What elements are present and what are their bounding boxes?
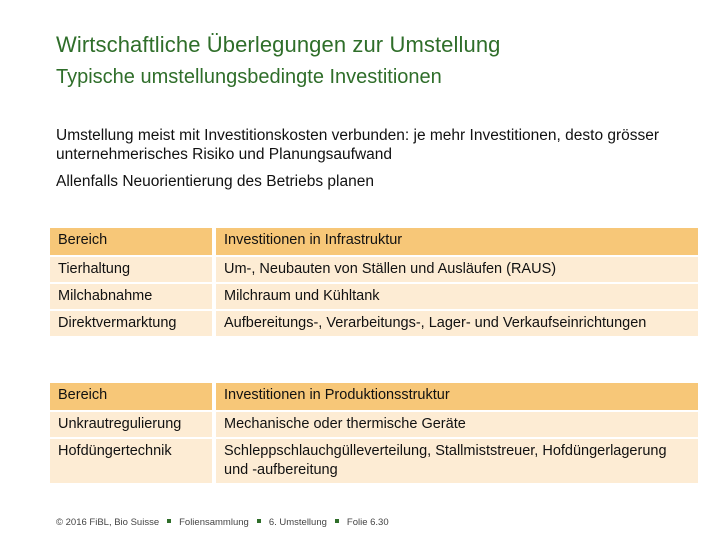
paragraph-investment-costs: Umstellung meist mit Investitionskosten verbunden: je mehr Investitionen, desto grösser unternehmerisches Risiko und Planungsaufwand (56, 127, 660, 163)
table-row (50, 439, 698, 483)
header-cell-area: Bereich (50, 383, 216, 410)
footer-chapter: 6. Umstellung (268, 517, 327, 528)
header-cell-investment: Investitionen in Produktionsstruktur (216, 383, 698, 410)
row-investment: Mechanische oder thermische Geräte (216, 412, 698, 437)
table-row (50, 412, 698, 437)
row-area: Tierhaltung (50, 257, 216, 282)
slide-title: Wirtschaftliche Überlegungen zur Umstellung (56, 32, 501, 57)
row-area: Unkrautregulierung (50, 412, 216, 437)
bullet-icon (167, 519, 171, 523)
slide-footer (56, 517, 389, 528)
row-area: Direktvermarktung (50, 311, 216, 336)
table-row (50, 257, 698, 282)
header-cell-area: Bereich (50, 228, 216, 255)
row-investment: Um-, Neubauten von Ställen und Ausläufen (RAUS) (216, 257, 698, 282)
bullet-icon (335, 519, 339, 523)
table-row (50, 284, 698, 309)
table-production (50, 383, 698, 483)
row-investment: Aufbereitungs-, Verarbeitungs-, Lager- und Verkaufseinrichtungen (216, 311, 698, 336)
footer-collection: Foliensammlung (179, 517, 249, 528)
row-area: Hofdüngertechnik (50, 439, 216, 483)
table-row (50, 311, 698, 336)
footer-copyright: © 2016 FiBL, Bio Suisse (56, 517, 160, 528)
row-investment: Milchraum und Kühltank (216, 284, 698, 309)
paragraph-reorientation: Allenfalls Neuorientierung des Betriebs planen (56, 173, 374, 190)
table-header-row (50, 228, 698, 255)
header-cell-investment: Investitionen in Infrastruktur (216, 228, 698, 255)
table-infrastructure (50, 228, 698, 336)
row-investment: Schleppschlauchgülleverteilung, Stallmiststreuer, Hofdüngerlagerung und -aufbereitung (216, 439, 698, 483)
bullet-icon (257, 519, 261, 523)
row-area: Milchabnahme (50, 284, 216, 309)
table-header-row (50, 383, 698, 410)
slide-subtitle: Typische umstellungsbedingte Investitionen (56, 66, 442, 88)
footer-slide-number: Folie 6.30 (346, 517, 389, 528)
